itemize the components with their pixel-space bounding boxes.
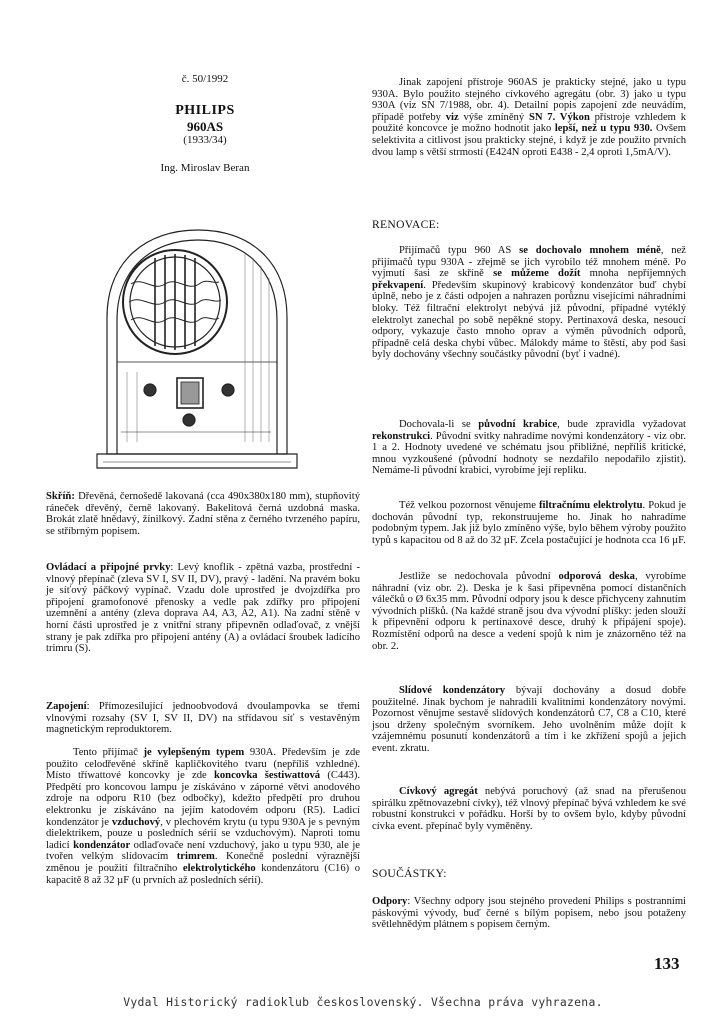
bold-run: se můžeme dožít <box>493 268 581 280</box>
intro-paragraph <box>372 77 686 158</box>
bold-run: je vylepšeným typem <box>143 747 245 758</box>
resistors-paragraph <box>372 896 686 931</box>
bold-run: SN 7. Výkon <box>528 111 590 123</box>
cabinet-label: Skříň: <box>46 491 75 502</box>
bold-run: rekonstrukci <box>372 430 431 442</box>
text-run: . Konečně poslední výraznější změnou je použití filtračního <box>46 851 360 874</box>
text-run: . Pokud je dochován původní typ, rekonstruujeme ho. Jinak ho nahradíme podobným typem. Jak již bylo zmíněno výše, bylo během výroby použito typů s kapacitou od 8 až do 32 µF. Zcela postačující je hodnota cca 16 µF. <box>372 500 687 546</box>
bold-run: trimrem <box>176 851 215 863</box>
text-run: přístroje vzhledem k použité koncovce je možno hodnotit jako <box>372 111 686 135</box>
bold-run: elektrolytického <box>182 862 256 874</box>
text-run: odlaďovače není vzduchový, jako u typu 930, ale je tvořen velkým slídovacím <box>46 839 360 863</box>
circuit-label: Zapojení <box>46 701 87 712</box>
text-run: bývají dochovány a dosud dobře použitelné. Jinak bychom je nahradili kvalitními kondenzátory novými. Pozornost věnujme sestavě slídových kondenzátorů C7, C8 a C10, které jsou drženy společným svorníkem. Jeho uvolněním může dojít k vzájemnému posunutí kondenzátorů a tím i ke zkřížení spojů a jejich event. zkratu. <box>372 685 686 754</box>
controls-text: : Levý knoflík - zpětná vazba, prostřední - vlnový přepínač (zleva SV I, SV II, DV), pravý - ladění. Na pravém boku je síťový páčkový vypínač. Vzadu dole uprostřed je dvojzdířka pro připojení gramofonové přenosky a vedle pak zdířky pro připojení uzemnění a antény (zleva doprava A4, A3, A2, A1). Na zadní stěně v horní části uprostřed je z vnitřní strany připevněn odlaďovač, z vnější strany je pak zdířka pro připojení antény (A) a ovládací šroubek ladícího trimru (S). <box>46 562 360 655</box>
text-run: Jinak zapojení přístroje 960AS je prakticky stejné, jako u typu 930A. Bylo použito stejného cívkového agregátu (obr. 3) jako u typu 930A (viz SN 7/1988, obr. 4). Detailní popis zapojení zde neuvádím, případě potřeby <box>372 77 686 123</box>
issue-number: č. 50/1992 <box>181 73 229 85</box>
bold-run: filtračnímu elektrolytu <box>538 500 643 511</box>
bold-run: Cívkový agregát <box>399 786 478 797</box>
model-title: 960AS <box>186 119 224 134</box>
text-run: Tento přijímač <box>73 747 144 758</box>
bold-run: viz <box>445 111 459 123</box>
text-run: . Původní svitky nahradíme novými kondenzátory - viz obr. 1 a 2. Hodnoty uvedené ve schématu jsou přibližné, nepříliš kritické, mnou vyzkoušené (původní hodnoty se nezdařilo nepodařilo zjistit). Nemáme-li původní krabici, vyrobíme její repliku. <box>372 430 686 477</box>
renovation-paragraph-5 <box>372 685 686 755</box>
bold-run: překvapení <box>372 279 424 291</box>
text-run: Přijímačů typu 960 AS <box>399 245 520 256</box>
model-years: (1933/34) <box>183 134 227 146</box>
bold-run: vzduchový <box>111 816 161 828</box>
text-run: mnoha nepříjemných <box>580 268 686 280</box>
text-run: . Především skupinový krabicový kondenzátor buď chybí úplně, nebo je z části odpojen a nahrazen porůznu visejícími náhradními bloky. Též filtrační elektrolyt nebývá již původní, případné vytéklý elektrolyt zanechal po sobě nepěkné stopy. Pertinaxová deska, nesoucí odpory, vykazuje často mnoho oprav a výměn původních odporů, případně celá deska chybí vůbec. Málokdy máme to štěstí, aby pod šasi byly dochovány všechny součástky původní (byť i vadné). <box>372 279 686 361</box>
bold-run: se dochovalo mnohem méně <box>519 245 661 256</box>
renovation-heading: RENOVACE: <box>372 218 440 231</box>
text-run: , v plechovém krytu (u typu 930A je s pevným dielektrikem, pouze u posledních sérií se vzduchovým). Naproti tomu ladicí <box>46 816 360 851</box>
author: Ing. Miroslav Beran <box>160 162 250 174</box>
circuit-paragraph <box>46 701 360 736</box>
renovation-paragraph-1 <box>372 245 686 361</box>
text-run: Ovšem selektivita a citlivost jsou prakticky stejné, i když je zde použito prvních dvou lamp s větší strmostí (E424N oproti E438 - 2,4 oproti 1,5mA/V). <box>372 123 686 158</box>
renovation-paragraph-4 <box>372 571 686 652</box>
text-run: , vyrobíme náhradní (viz obr. 2). Deska je k šasi připevněna pomocí distančních válečků o Ø 6x35 mm. Původní odpory jsou k desce přichyceny zahnutím vývodních plíšků. (Na každé straně jsou dva vývodní plíšky: jeden slouží k připevnění odporu k pertinaxové desce, druhý k připájení spoje). Rozmístění odporů na desce a vedení spojů k nim je znázorněno též na obr. 2. <box>372 571 686 652</box>
bold-run: kondenzátor <box>73 839 131 851</box>
text-run: , bude zpravidla vyžadovat <box>557 419 686 430</box>
text-run: Též velkou pozornost věnujeme <box>399 500 539 511</box>
cabinet-text: Dřevěná, černošedě lakovaná (cca 490x380x180 mm), stupňovitý ráneček dřevěný, černě lakovaný. Bakelitová černá uzdobná maska. Brokát zlatě hnědavý, žínilkový. Zadní stěna z černého tvrzeného papíru, se stříbrným popisem. <box>46 491 360 537</box>
brand-title: PHILIPS <box>175 103 235 118</box>
bold-run: původní krabice <box>478 419 558 430</box>
circuit-text: : Přímozesilující jednoobvodová dvoulampovka se třemi vlnovými rozsahy (SV I, SV II, DV) na střídavou síť s vestavěným magnetickým reproduktorem. <box>46 701 360 736</box>
renovation-paragraph-3 <box>372 500 686 546</box>
text-run: výše zmíněný <box>458 111 529 123</box>
components-heading: SOUČÁSTKY: <box>372 867 447 880</box>
text-run: 930A. Především je zde použito celodřevěné skříně kapličkovitého tvaru (nepříliš vzhledné). Místo tříwattové koncovky je zde <box>46 747 360 782</box>
text-run: Jestliže se nedochovala původní <box>399 571 559 582</box>
improvements-paragraph <box>46 747 360 886</box>
text-run: : Všechny odpory jsou stejného provedení Philips s postranními páskovými vývody, buď černé s bílým popisem, nebo jsou potaženy světlehnědým plátnem s popisem černým. <box>372 896 686 931</box>
radio-illustration <box>95 222 301 474</box>
bold-run: Slídové kondenzátory <box>399 685 506 696</box>
bold-run: odporová deska <box>558 571 635 582</box>
bold-run: koncovka šestiwattová <box>213 770 321 782</box>
bold-run: lepší, než u typu 930. <box>554 123 653 135</box>
controls-paragraph <box>46 562 360 655</box>
copyright-footer: Vydal Historický radioklub československý. Všechna práva vyhrazena. <box>123 995 603 1009</box>
page-number: 133 <box>654 954 680 973</box>
renovation-paragraph-6 <box>372 786 686 832</box>
renovation-paragraph-2 <box>372 419 686 477</box>
text-run: (C443). Předpětí pro koncovou lampu je získáváno v záporné větvi anodového zdroje na odporu R10 (bez odbočky), kdežto předpětí pro druhou elektronku je získáváno na jejím katodovém odporu (R5). Ladicí kondenzátor je <box>46 770 361 828</box>
controls-label: Ovládací a připojné prvky <box>46 562 171 573</box>
cabinet-paragraph <box>46 491 360 537</box>
bold-run: Odpory <box>372 896 408 907</box>
text-run: nebývá poruchový (až snad na přerušenou spirálku zpětnovazební cívky), též vlnový přepínač bývá vzhledem ke své robustní konstrukci v pořádku. Horší by to ovšem bylo, kdyby původní cívka event. přepínač byly vyměněny. <box>372 786 686 832</box>
text-run: kondenzátoru (C16) o kapacitě 8 až 32 µF (u prvních až posledních sérií). <box>46 862 360 886</box>
text-run: Dochovala-li se <box>399 419 479 430</box>
text-run: , než přijímačů typu 930A - zřejmě se jich vyrobilo též mnohem méně. Po vyjmutí šasi ze skříně <box>372 245 686 280</box>
